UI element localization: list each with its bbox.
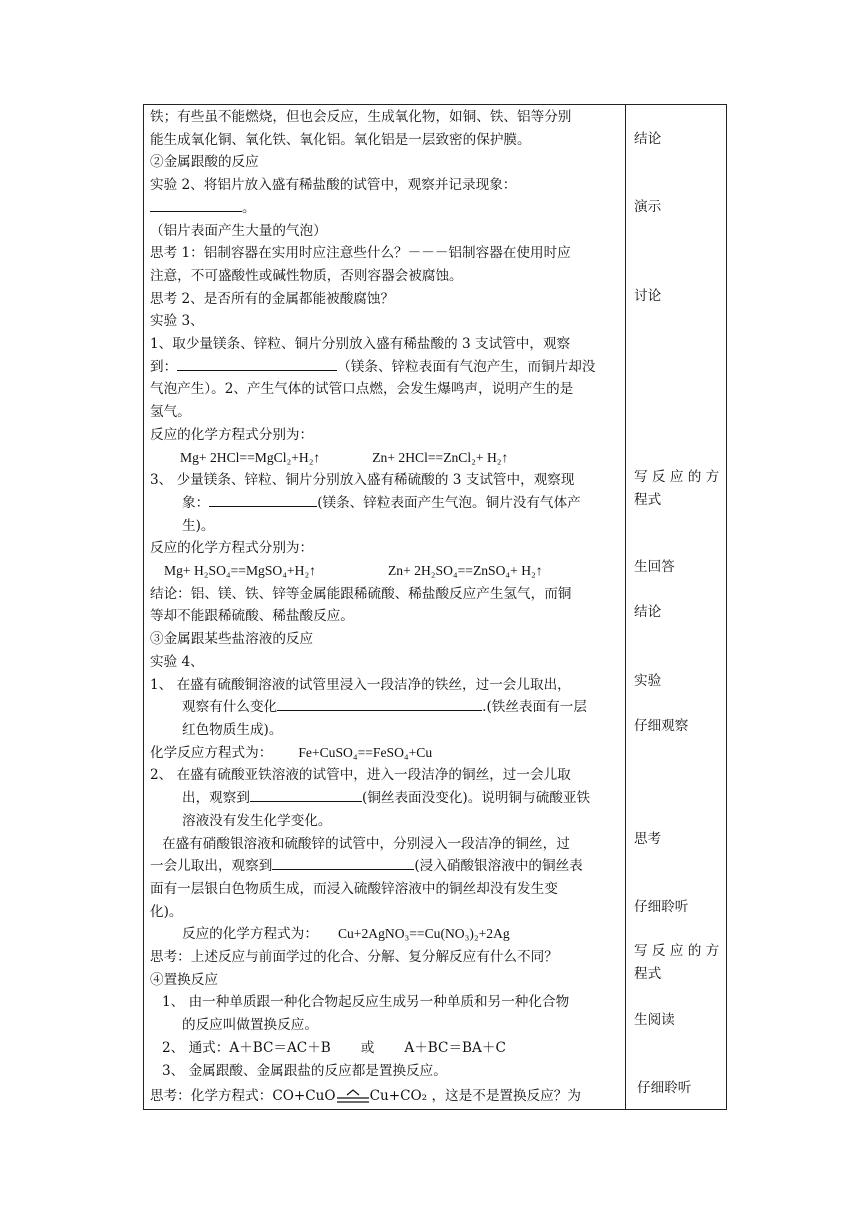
text-line: 思考 2、是否所有的金属都能被酸腐蚀？ — [150, 290, 395, 307]
note-listen-2: 仔细聆听 — [637, 1080, 692, 1096]
text-line: 溶液没有发生化学变化。 — [182, 812, 332, 829]
text-line — [150, 742, 620, 765]
text-line: 实验 4、 — [150, 653, 204, 670]
answer-text: （镁条、锌粒表面有气泡产生，而铜片却没 — [337, 358, 596, 375]
note-write-equation-2: 写 反 应 的 方 程式 — [634, 943, 720, 982]
text-line: 思考：上述反应与前面学过的化合、分解、复分解反应有什么不同？ — [150, 949, 558, 966]
text-line: 反应的化学方程式分别为： — [150, 540, 314, 557]
text-line: 化)。 — [150, 903, 183, 920]
label: 观察有什么变化 — [182, 699, 278, 716]
equation-mg-hcl: Mg+ 2HCl==MgCl₂+H₂↑ — [180, 449, 321, 465]
note-write-equation: 写 反 应 的 方 程式 — [634, 469, 720, 508]
text-line: 1、取少量镁条、锌粒、铜片分别放入盛有稀盐酸的 3 支试管中，观察 — [150, 336, 571, 353]
equation-zn-h2so4: Zn+ 2H₂SO₄==ZnSO₄+ H₂↑ — [387, 563, 543, 579]
text-line: 实验 3、 — [150, 313, 204, 330]
label: 化学反应方程式为： — [150, 744, 273, 761]
text-line: 铁；有些虽不能燃烧，但也会反应，生成氧化物，如铜、铁、铝等分别 — [150, 109, 572, 125]
note-student-answer: 生回答 — [634, 559, 675, 575]
text-line — [150, 174, 620, 197]
label: 到： — [150, 358, 178, 375]
text-line — [150, 696, 620, 719]
text-line — [150, 1037, 620, 1060]
note-observe: 仔细观察 — [634, 718, 689, 734]
answer-text: (铜丝表面没变化)。说明铜与硫酸亚铁 — [361, 790, 591, 807]
period: 。 — [242, 199, 256, 216]
answer-blank — [272, 857, 414, 870]
text-line — [150, 492, 620, 515]
equation-line — [150, 560, 620, 583]
question-text: Cu+CO₂ ，这是不是置换反应？为 — [369, 1088, 581, 1105]
equation-fe-cuso4: Fe+CuSO₄==FeSO₄+Cu — [298, 744, 433, 760]
text-line: 1、 在盛有硫酸铜溶液的试管里浸入一段洁净的铁丝，过一会儿取出， — [150, 676, 571, 693]
text-line: 红色物质生成)。 — [182, 721, 283, 738]
answer-text: (浸入硝酸银溶液中的铜丝表 — [414, 858, 583, 875]
note-experiment: 实验 — [634, 673, 662, 689]
experiment-2-text: 实验 2、将铝片放入盛有稀盐酸的试管中，观察并记录现象： — [150, 177, 517, 194]
answer-blank — [177, 358, 337, 371]
text-line: 注意，不可盛酸性或碱性物质，否则容器会被腐蚀。 — [150, 267, 463, 284]
answer-text: (镁条、锌粒表面产生气泡。铜片没有气体产 — [317, 494, 581, 511]
equation-line — [150, 447, 620, 470]
note-think: 思考 — [634, 831, 662, 847]
equation-cu-agno3: Cu+2AgNO₃==Cu(NO₃)₂+2Ag — [337, 926, 510, 942]
note-student-read: 生阅读 — [634, 1012, 675, 1028]
note-conclusion-2: 结论 — [634, 604, 662, 620]
text-line: 3、 金属跟酸、金属跟盐的反应都是置换反应。 — [162, 1062, 447, 1079]
text-line — [150, 923, 620, 946]
text-line: 能生成氧化铜、氧化铁、氧化铝。氧化铝是一层致密的保护膜。 — [150, 131, 531, 148]
section-heading-acid: ②金属跟酸的反应 — [150, 154, 259, 171]
text-line: 气泡产生）。2、产生气体的试管口点燃，会发生爆鸣声，说明产生的是 — [150, 381, 574, 398]
answer-text: .(铁丝表面有一层 — [482, 699, 587, 716]
text-line: 结论：铝、镁、铁、锌等金属能跟稀硫酸、稀盐酸反应产生氢气，而铜 — [150, 585, 572, 602]
answer-blank — [209, 494, 317, 507]
answer-blank — [250, 789, 362, 802]
text-line — [150, 1085, 620, 1108]
text-line: 3、 少量镁条、锌粒、铜片分别放入盛有稀硫酸的 3 支试管中，观察现 — [150, 472, 575, 489]
label: 反应的化学方程式为： — [182, 926, 318, 943]
or-text: 或 — [360, 1039, 375, 1056]
section-heading-displacement: ④置换反应 — [150, 971, 218, 988]
text-line: 生)。 — [182, 517, 215, 534]
note-discussion: 讨论 — [634, 288, 662, 304]
note-listen: 仔细聆听 — [634, 899, 689, 915]
text-line: 等却不能跟稀硫酸、稀盐酸反应。 — [150, 608, 354, 625]
heating-condition-icon — [336, 1090, 370, 1104]
answer-blank — [277, 698, 482, 711]
text-line — [150, 787, 620, 810]
label: 一会儿取出，观察到 — [150, 858, 273, 875]
note-conclusion: 结论 — [634, 131, 662, 147]
lesson-content-column — [150, 106, 620, 1108]
text-line: 面有一层银白色物质生成，而浸入硫酸锌溶液中的铜丝却没有发生变 — [150, 880, 558, 897]
label: 出，观察到 — [182, 790, 250, 807]
answer-blank — [150, 199, 242, 212]
label: 思考：化学方程式：CO+CuO — [150, 1088, 336, 1105]
equation-mg-h2so4: Mg+ H₂SO₄==MgSO₄+H₂↑ — [164, 563, 316, 579]
section-heading-salt: ③金属跟某些盐溶液的反应 — [150, 631, 314, 648]
note-demo: 演示 — [634, 199, 662, 215]
text-line: 反应的化学方程式分别为： — [150, 426, 314, 443]
text-line — [150, 197, 620, 220]
label: 象： — [182, 494, 210, 511]
general-formula-2: A＋BC＝BA＋C — [404, 1039, 506, 1056]
text-line: （铝片表面产生大量的气泡） — [150, 222, 327, 239]
equation-zn-hcl: Zn+ 2HCl==ZnCl₂+ H₂↑ — [372, 449, 509, 465]
text-line — [150, 855, 620, 878]
text-line: 在盛有硝酸银溶液和硫酸锌的试管中，分别浸入一段洁净的铜丝，过 — [162, 835, 570, 852]
text-line: 2、 在盛有硫酸亚铁溶液的试管中，进入一段洁净的铜丝，过一会儿取 — [150, 767, 571, 784]
text-line: 思考 1：铝制容器在实用时应注意些什么？－－－铝制容器在使用时应 — [150, 245, 571, 262]
text-line: 1、 由一种单质跟一种化合物起反应生成另一种单质和另一种化合物 — [162, 994, 570, 1011]
general-formula-1: 2、 通式：A＋BC＝AC＋B — [162, 1039, 331, 1056]
text-line: 氢气。 — [150, 404, 191, 421]
text-line: 的反应叫做置换反应。 — [182, 1017, 318, 1034]
column-divider — [625, 104, 626, 1110]
text-line — [150, 356, 620, 379]
